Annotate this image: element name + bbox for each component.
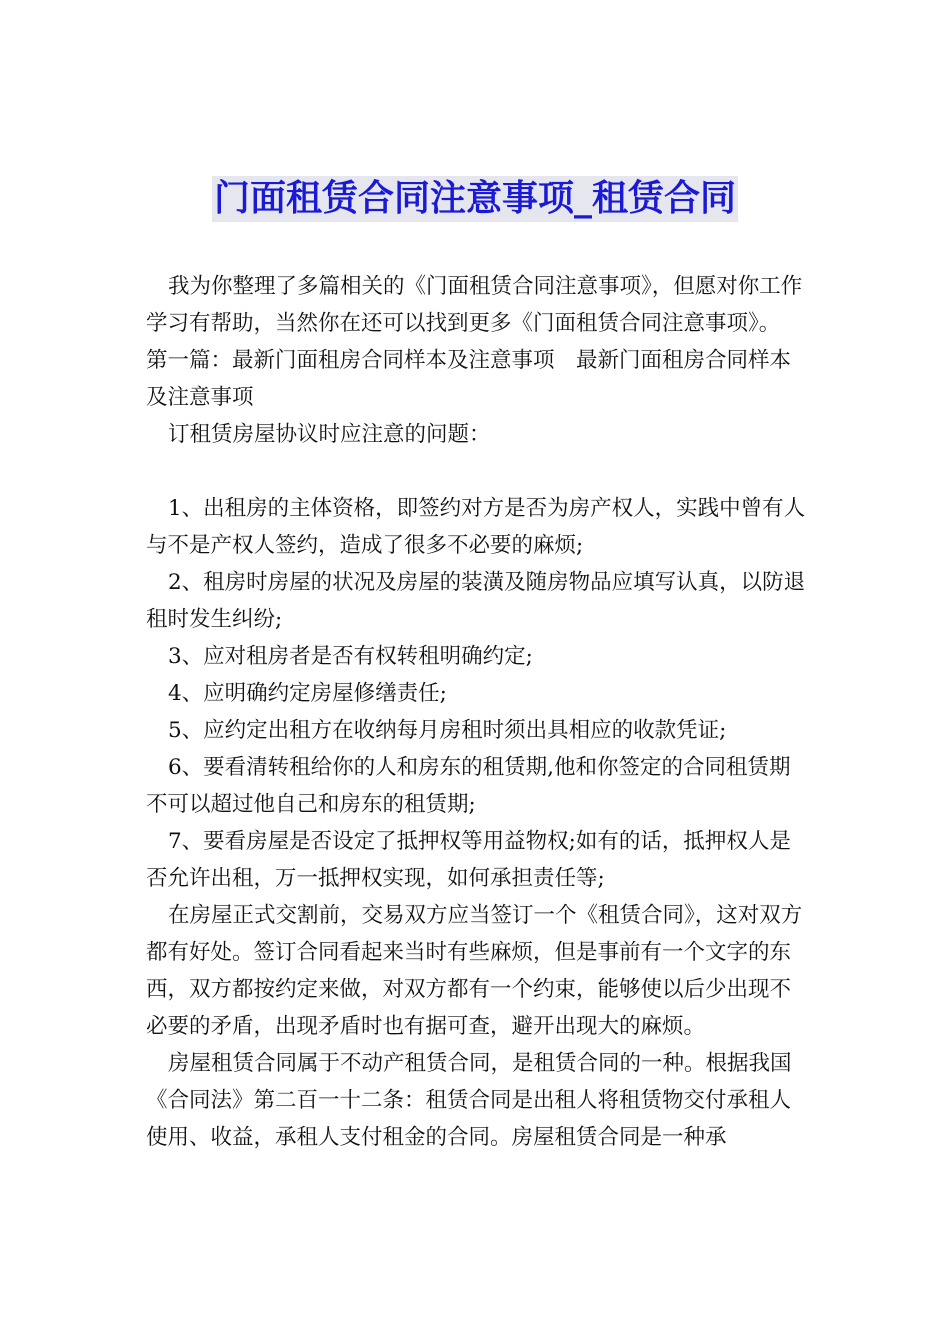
- list-item: 2、租房时房屋的状况及房屋的装潢及随房物品应填写认真，以防退租时发生纠纷;: [146, 570, 806, 632]
- list-item: 4、应明确约定房屋修缮责任;: [168, 681, 447, 706]
- paragraph-lead: 订租赁房屋协议时应注意的问题：: [168, 422, 491, 447]
- body-paragraph: 在房屋正式交割前，交易双方应当签订一个《租赁合同》，这对双方都有好处。签订合同看起来当时有些麻烦，但是事前有一个文字的东西，双方都按约定来做，对双方都有一个约束，能够使以后少出现不必要的矛盾，出现矛盾时也有据可查，避开出现大的麻烦。: [146, 903, 803, 1039]
- list-item: 6、要看清转租给你的人和房东的租赁期,他和你签定的合同租赁期不可以超过他自己和房东的租赁期;: [146, 755, 791, 817]
- list-item: 3、应对租房者是否有权转租明确约定;: [168, 644, 533, 669]
- blank-line: [146, 453, 808, 490]
- list-item: 5、应约定出租方在收纳每月房租时须出具相应的收款凭证;: [168, 718, 727, 743]
- section-heading: 第一篇：最新门面租房合同样本及注意事项 最新门面租房合同样本及注意事项: [146, 348, 792, 410]
- document-body: [146, 268, 808, 1156]
- intro-paragraph: 我为你整理了多篇相关的《门面租赁合同注意事项》，但愿对你工作学习有帮助，当然你在还可以找到更多《门面租赁合同注意事项》。: [146, 274, 803, 336]
- document-title: 门面租赁合同注意事项_租赁合同: [212, 176, 738, 222]
- body-paragraph: 房屋租赁合同属于不动产租赁合同，是租赁合同的一种。根据我国《合同法》第二百一十二条：租赁合同是出租人将租赁物交付承租人使用、收益，承租人支付租金的合同。房屋租赁合同是一种承: [146, 1051, 792, 1150]
- list-item: 7、要看房屋是否设定了抵押权等用益物权;如有的话，抵押权人是否允许出租，万一抵押权实现，如何承担责任等;: [146, 829, 791, 891]
- list-item: 1、出租房的主体资格，即签约对方是否为房产权人，实践中曾有人与不是产权人签约，造成了很多不必要的麻烦;: [146, 496, 806, 558]
- title-wrap: [0, 176, 950, 222]
